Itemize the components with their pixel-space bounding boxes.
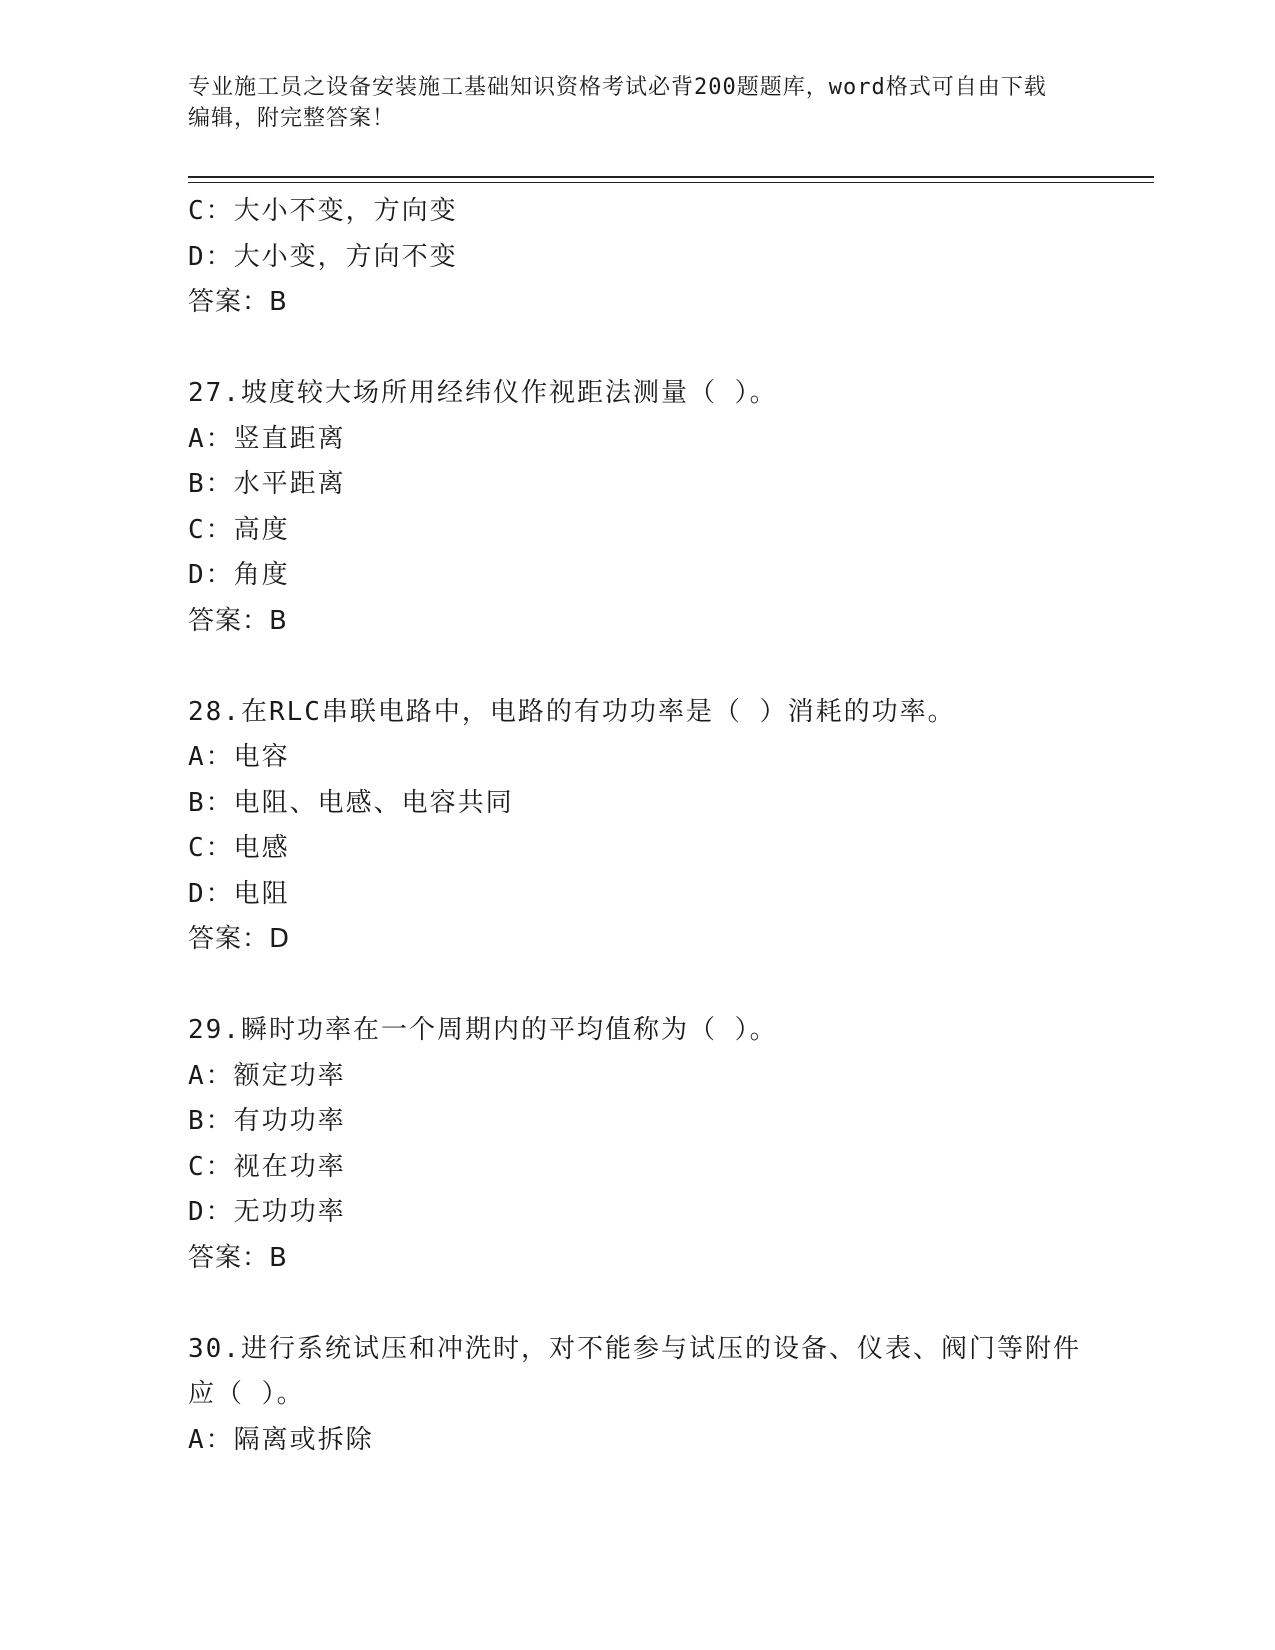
option-a: A：额定功率 [188, 1060, 346, 1091]
question-text: 28.在RLC串联电路中，电路的有功功率是（ ）消耗的功率。 [188, 696, 956, 727]
option-b: B：电阻、电感、电容共同 [188, 787, 514, 818]
spacer [188, 326, 1088, 372]
answer-line: 答案：D [188, 924, 291, 954]
document-header: 专业施工员之设备安装施工基础知识资格考试必背200题题库，word格式可自由下载编辑，附完整答案！ [188, 75, 1047, 131]
option-c: C：电感 [188, 833, 290, 863]
question-block-28 [188, 690, 1088, 963]
option-a: A：隔离或拆除 [188, 1424, 374, 1455]
option-a: A：电容 [188, 742, 290, 772]
option-d: D：角度 [188, 560, 290, 590]
answer-line: 答案：B [188, 287, 288, 317]
option-c: C：大小不变，方向变 [188, 196, 458, 226]
spacer [188, 1281, 1088, 1327]
option-c: C：高度 [188, 514, 290, 545]
question-list [188, 189, 1088, 1463]
question-block-29 [188, 1008, 1088, 1281]
header-rule-thick [188, 176, 1154, 178]
option-d: D：大小变，方向不变 [188, 241, 458, 272]
option-b: B：有功功率 [188, 1106, 346, 1136]
option-d: D：无功功率 [188, 1197, 346, 1227]
question-text: 27.坡度较大场所用经纬仪作视距法测量（ ）。 [188, 378, 778, 408]
header-rule-thin [188, 182, 1154, 183]
option-a: A：竖直距离 [188, 423, 346, 454]
question-block-30 [188, 1327, 1088, 1464]
question-block-27 [188, 371, 1088, 644]
answer-line: 答案：B [188, 605, 288, 636]
answer-line: 答案：B [188, 1242, 288, 1273]
question-block-26-continued [188, 189, 1088, 326]
question-text: 30.进行系统试压和冲洗时，对不能参与试压的设备、仪表、阀门等附件应（ ）。 [188, 1333, 1081, 1409]
spacer [188, 644, 1088, 690]
option-d: D：电阻 [188, 878, 290, 909]
option-c: C：视在功率 [188, 1151, 346, 1182]
question-text: 29.瞬时功率在一个周期内的平均值称为（ ）。 [188, 1015, 778, 1045]
spacer [188, 963, 1088, 1009]
option-b: B：水平距离 [188, 469, 346, 499]
